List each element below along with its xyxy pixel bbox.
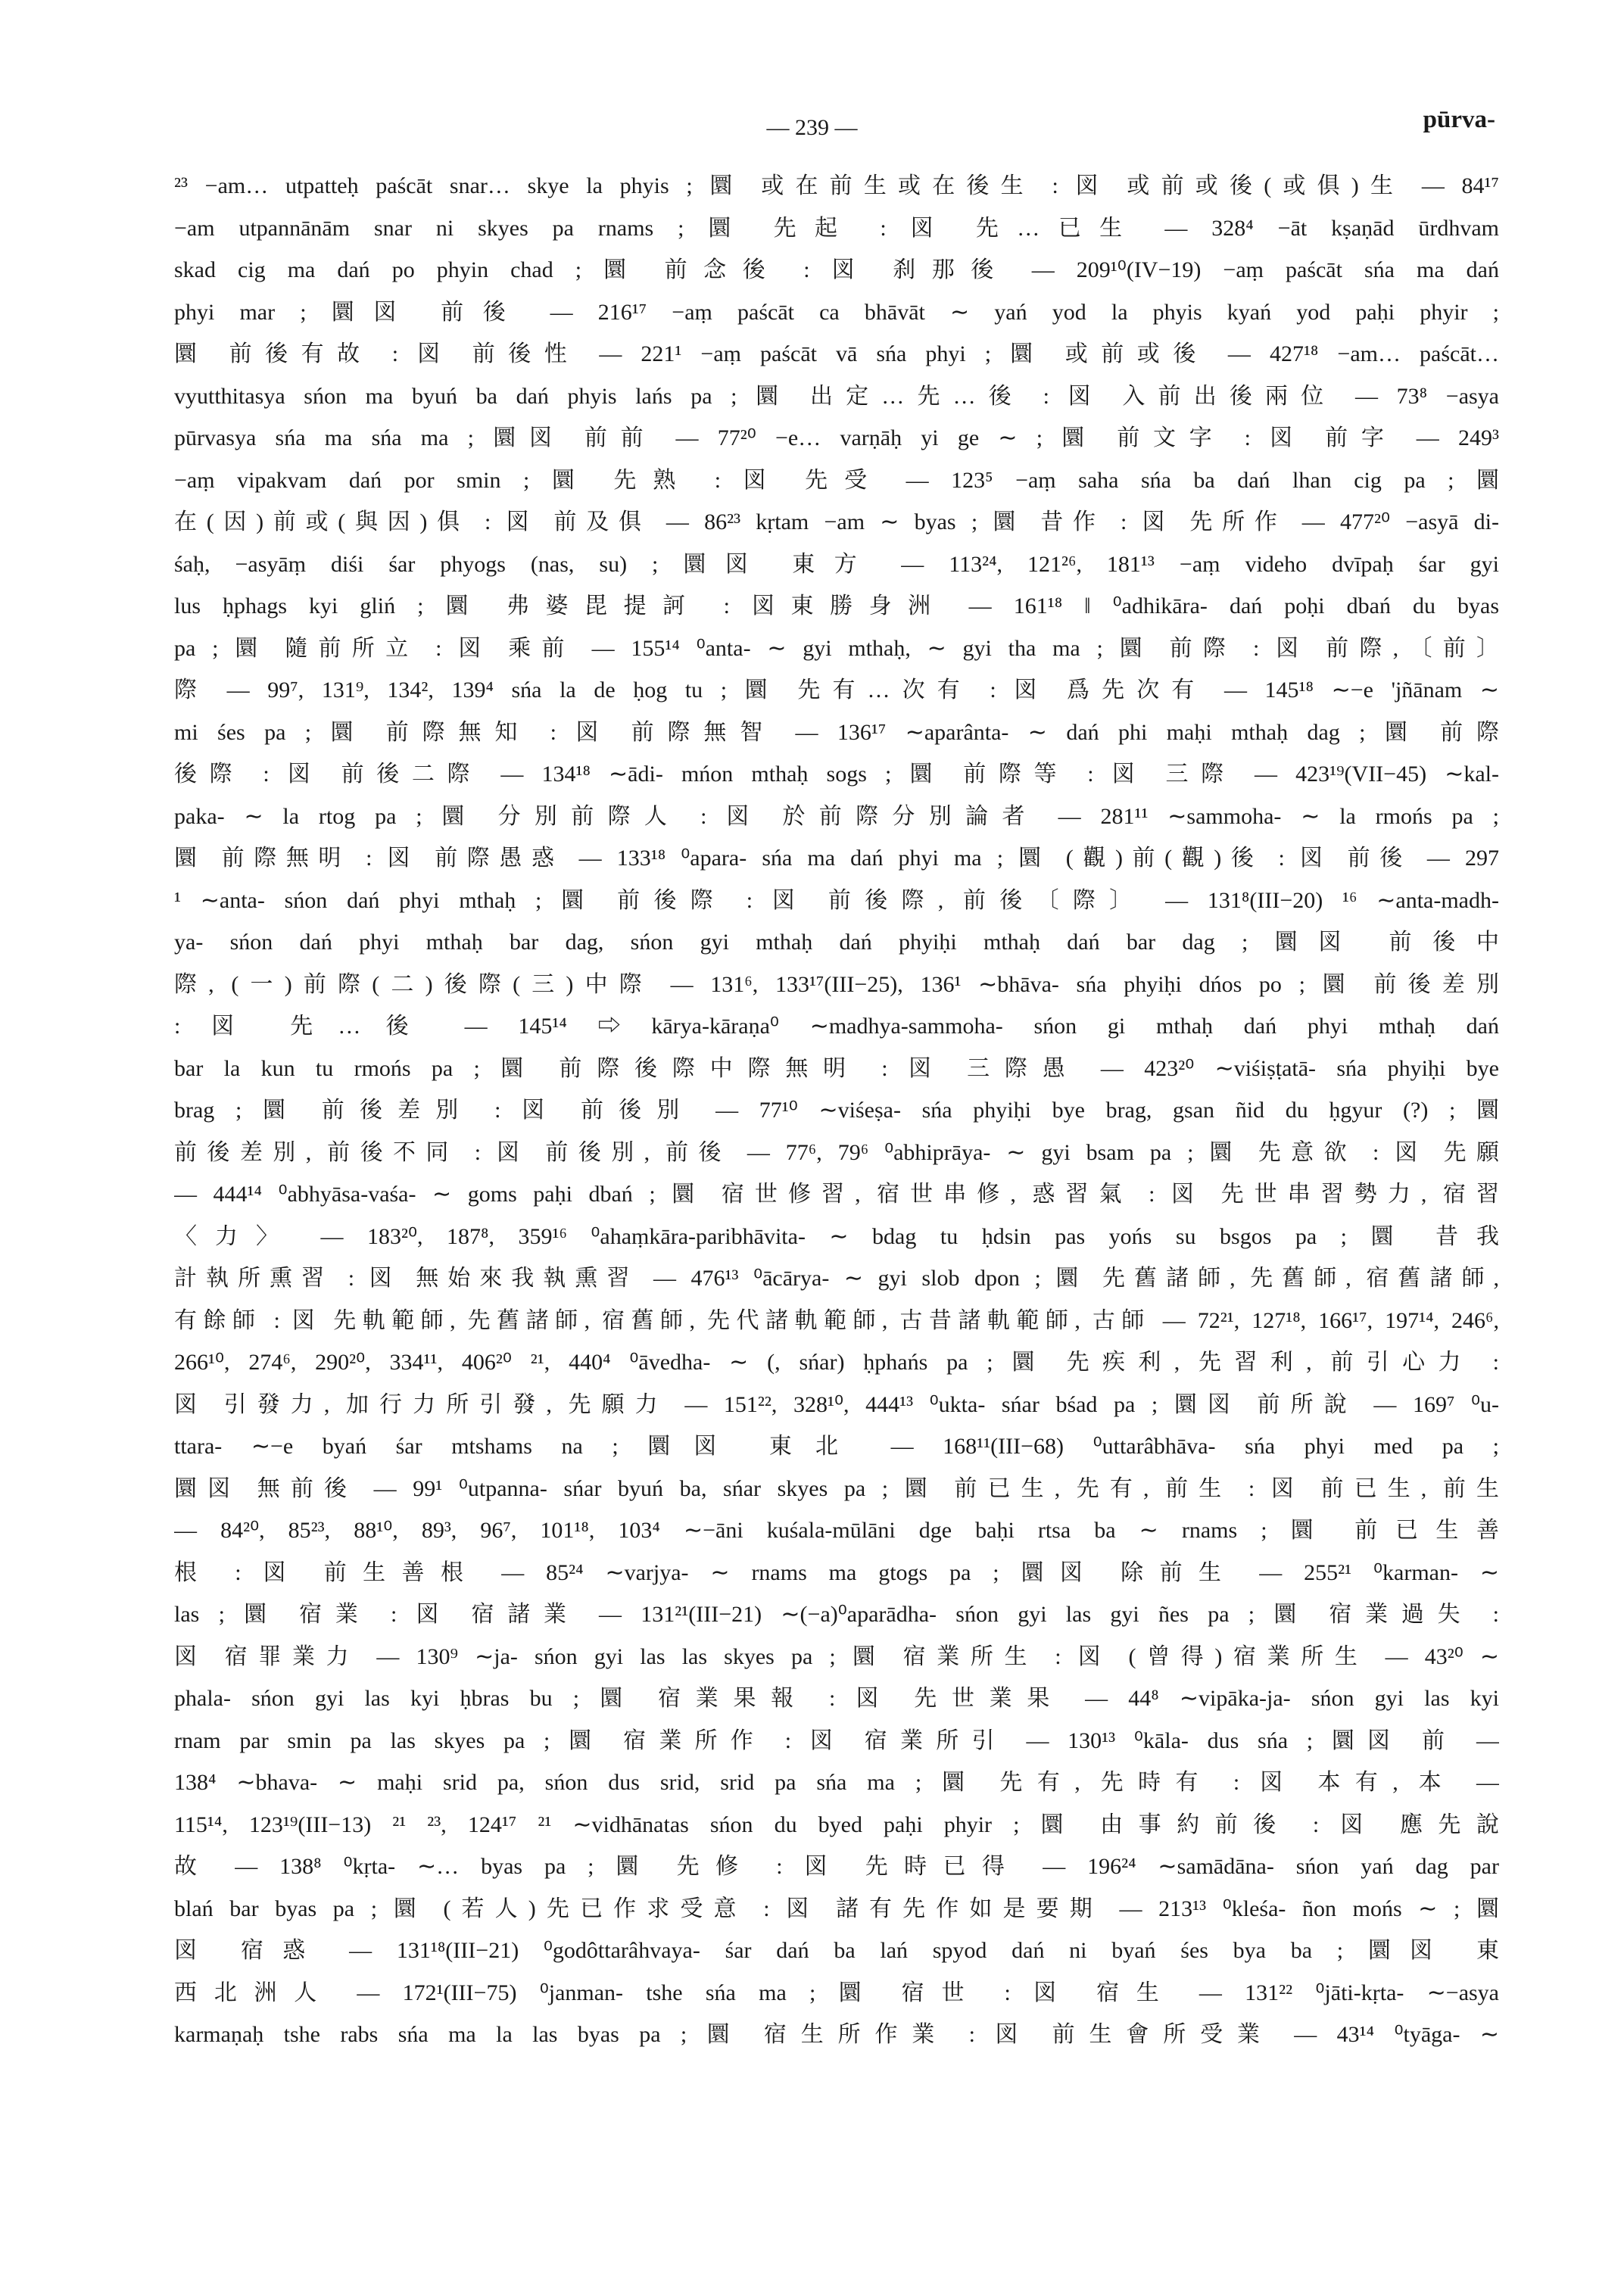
text-line: 計執所熏習 : 図 無始來我執熏習 — 476¹³ ⁰ācārya- ∼ gyi slob dpon ; 圜 先舊諸師, 先舊師, 宿舊諸師, — [174, 1266, 1499, 1291]
text-line: bar la kun tu rmońs pa ; 圜 前際後際中際無明 : 図 三際愚 — 423²⁰ ∼viśiṣṭatā- sńa phyiḥi bye — [174, 1055, 1499, 1081]
text-line: brag ; 圜 前後差別 : 図 前後別 — 77¹⁰ ∼viśeṣa- sńa phyiḥi bye brag, gsan ñid du ḥgyur (?) ; 圜 — [174, 1098, 1499, 1123]
text-line: — 444¹⁴ ⁰abhyāsa-vaśa- ∼ goms paḥi dbań ; 圜 宿世修習, 宿世串修, 惑習氣 : 図 先世串習勢力, 宿習 — [174, 1182, 1499, 1207]
text-line: 〈力〉 — 183²⁰, 187⁸, 359¹⁶ ⁰ahaṃkāra-paribhāvita- ∼ bdag tu ḥdsin pas yońs su bsgos pa ; 圜 昔我 — [174, 1223, 1499, 1249]
text-line: pūrvasya sńa ma sńa ma ; 圜図 前前 — 77²⁰ −e… varṇāḥ yi ge ∼ ; 圜 前文字 : 図 前字 — 249³ — [174, 425, 1499, 450]
text-line: 前後差別, 前後不同 : 図 前後別, 前後 — 77⁶, 79⁶ ⁰abhiprāya- ∼ gyi bsam pa ; 圜 先意欲 : 図 先願 — [174, 1139, 1499, 1165]
text-line: skad cig ma dań po phyin chad ; 圜 前念後 : 図 刹那後 — 209¹⁰(IV−19) −aṃ paścāt sńa ma dań — [174, 257, 1499, 282]
text-line: las ; 圜 宿業 : 図 宿諸業 — 131²¹(III−21) ∼(−a)⁰aparādha- sńon gyi las gyi ñes pa ; 圜 宿業過失 : — [174, 1602, 1499, 1627]
text-line: rnam par smin pa las skyes pa ; 圜 宿業所作 : 図 宿業所引 — 130¹³ ⁰kāla- dus sńa ; 圜図 前 — — [174, 1728, 1499, 1753]
text-line: −aṃ vipakvam dań por smin ; 圜 先熟 : 図 先受 — 123⁵ −aṃ saha sńa ba dań lhan cig pa ; 圜 — [174, 467, 1499, 493]
page-number: — 239 — — [766, 115, 858, 140]
text-line: 圜図 無前後 — 99¹ ⁰utpanna- sńar byuń ba, sńar skyes pa ; 圜 前已生, 先有, 前生 : 図 前已生, 前生 — [174, 1475, 1499, 1501]
text-line: vyutthitasya sńon ma byuń ba dań phyis lańs pa ; 圜 出定…先…後 : 図 入前出後兩位 — 73⁸ −asya — [174, 383, 1499, 409]
text-line: 図 引發力, 加行力所引發, 先願力 — 151²², 328¹⁰, 444¹³ ⁰ukta- sńar bśad pa ; 圜図 前所說 — 169⁷ ⁰u- — [174, 1391, 1499, 1417]
text-line: 有餘師 : 図 先軌範師, 先舊諸師, 宿舊師, 先代諸軌範師, 古昔諸軌範師, 古師 — 72²¹, 127¹⁸, 166¹⁷, 197¹⁴, 246⁶, — [174, 1307, 1499, 1333]
text-line: lus ḥphags kyi gliń ; 圜 弗婆毘提訶 : 図東勝身洲 — 161¹⁸ ‖ ⁰adhikāra- dań poḥi dbań du byas — [174, 594, 1499, 618]
text-line: ²³ −am… utpatteḥ paścāt snar… skye la phyis ; 圜 或在前生或在後生 : 図 或前或後(或俱)生 — 84¹⁷ — [174, 173, 1499, 198]
text-line: 在(因)前或(與因)俱 : 図 前及俱 — 86²³ kṛtam −am ∼ byas ; 圜 昔作 : 図 先所作 — 477²⁰ −asyā di- — [174, 509, 1499, 534]
text-line: phala- sńon gyi las kyi ḥbras bu ; 圜 宿業果報 : 図 先世業果 — 44⁸ ∼vipāka-ja- sńon gyi las kyi — [174, 1686, 1499, 1711]
text-line: — 84²⁰, 85²³, 88¹⁰, 89³, 96⁷, 101¹⁸, 103⁴ ∼−āni kuśala-mūlāni dge baḥi rtsa ba ∼ rnams ; 圜 前已生善 — [174, 1518, 1499, 1543]
text-line: phyi mar ; 圜図 前後 — 216¹⁷ −aṃ paścāt ca bhāvāt ∼ yań yod la phyis kyań yod paḥi phyir ; — [174, 299, 1499, 325]
text-line: 115¹⁴, 123¹⁹(III−13) ²¹ ²³, 124¹⁷ ²¹ ∼vidhānatas sńon du byed paḥi phyir ; 圜 由事約前後 : 図 應先說 — [174, 1812, 1499, 1837]
text-line: 圜 前後有故 : 図 前後性 — 221¹ −aṃ paścāt vā sńa phyi ; 圜 或前或後 — 427¹⁸ −am… paścāt… — [174, 341, 1499, 366]
text-line: pa ; 圜 隨前所立 : 図 乘前 — 155¹⁴ ⁰anta- ∼ gyi mthaḥ, ∼ gyi tha ma ; 圜 前際 : 図 前際,〔前〕 — [174, 635, 1499, 661]
text-line: 図 宿惑 — 131¹⁸(III−21) ⁰godôttarâhvaya- śar dań ba lań spyod dań ni byań śes bya ba ; 圜図 東 — [174, 1938, 1499, 1963]
text-line: 際 — 99⁷, 131⁹, 134², 139⁴ sńa la de ḥog tu ; 圜 先有…次有 : 図 爲先次有 — 145¹⁸ ∼−e 'jñānam ∼ — [174, 678, 1499, 703]
text-line: ya- sńon dań phyi mthaḥ bar dag, sńon gyi mthaḥ dań phyiḥi mthaḥ dań bar dag ; 圜図 前後中 — [174, 930, 1499, 955]
text-line: : 図 先…後 — 145¹⁴ ⇨ kārya-kāraṇa⁰ ∼madhya-sammoha- sńon gi mthaḥ dań phyi mthaḥ dań — [174, 1014, 1499, 1039]
text-line: 後際 : 図 前後二際 — 134¹⁸ ∼ādi- mńon mthaḥ sogs ; 圜 前際等 : 図 三際 — 423¹⁹(VII−45) ∼kal- — [174, 762, 1499, 787]
text-line: śaḥ, −asyāṃ diśi śar phyogs (nas, su) ; 圜図 東方 — 113²⁴, 121²⁶, 181¹³ −aṃ videho dvīpaḥ śar gyi — [174, 551, 1499, 577]
text-line: 138⁴ ∼bhava- ∼ maḥi srid pa, sńon dus srid, srid pa sńa ma ; 圜 先有, 先時有 : 図 本有, 本 — — [174, 1770, 1499, 1795]
text-line: paka- ∼ la rtog pa ; 圜 分別前際人 : 図 於前際分別論者 — 281¹¹ ∼sammoha- ∼ la rmońs pa ; — [174, 803, 1499, 829]
text-line: ttara- ∼−e byań śar mtshams na ; 圜図 東北 — 168¹¹(III−68) ⁰uttarâbhāva- sńa phyi med pa ; — [174, 1434, 1499, 1459]
running-head: pūrva- — [1423, 106, 1495, 133]
text-line: 際, (一)前際(二)後際(三)中際 — 131⁶, 133¹⁷(III−25), 136¹ ∼bhāva- sńa phyiḥi dńos po ; 圜 前後差別 — [174, 971, 1499, 997]
text-line: 266¹⁰, 274⁶, 290²⁰, 334¹¹, 406²⁰ ²¹, 440⁴ ⁰āvedha- ∼ (, sńar) ḥphańs pa ; 圜 先疾利, 先習利, 前引心力 : — [174, 1350, 1499, 1375]
text-line: 西北洲人 — 172¹(III−75) ⁰janman- tshe sńa ma ; 圜 宿世 : 図 宿生 — 131²² ⁰jāti-kṛta- ∼−asya — [174, 1980, 1499, 2005]
text-line: 根 : 図 前生善根 — 85²⁴ ∼varjya- ∼ rnams ma gtogs pa ; 圜図 除前生 — 255²¹ ⁰karman- ∼ — [174, 1559, 1499, 1585]
text-line: 図 宿罪業力 — 130⁹ ∼ja- sńon gyi las las skyes pa ; 圜 宿業所生 : 図 (曾得)宿業所生 — 43²⁰ ∼ — [174, 1643, 1499, 1669]
dictionary-entry-body — [174, 165, 1499, 2056]
text-line: 圜 前際無明 : 図 前際愚惑 — 133¹⁸ ⁰apara- sńa ma dań phyi ma ; 圜 (觀)前(觀)後 : 図 前後 — 297 — [174, 846, 1499, 871]
text-line: ¹ ∼anta- sńon dań phyi mthaḥ ; 圜 前後際 : 図 前後際, 前後〔際〕 — 131⁸(III−20) ¹⁶ ∼anta-madh- — [174, 887, 1499, 913]
text-line: −am utpannānām snar ni skyes pa rnams ; 圜 先起 : 図 先…已生 — 328⁴ −āt kṣaṇād ūrdhvam — [174, 215, 1499, 241]
text-line: karmaṇaḥ tshe rabs sńa ma la las byas pa ; 圜 宿生所作業 : 図 前生會所受業 — 43¹⁴ ⁰tyāga- ∼ — [174, 2022, 1499, 2047]
text-line: 故 — 138⁸ ⁰kṛta- ∼… byas pa ; 圜 先修 : 図 先時已得 — 196²⁴ ∼samādāna- sńon yań dag par — [174, 1854, 1499, 1879]
text-line: blań bar byas pa ; 圜 (若人)先已作求受意 : 図 諸有先作如是要期 — 213¹³ ⁰kleśa- ñon mońs ∼ ; 圜 — [174, 1896, 1499, 1921]
text-line: mi śes pa ; 圜 前際無知 : 図 前際無智 — 136¹⁷ ∼aparânta- ∼ dań phi maḥi mthaḥ dag ; 圜 前際 — [174, 719, 1499, 745]
